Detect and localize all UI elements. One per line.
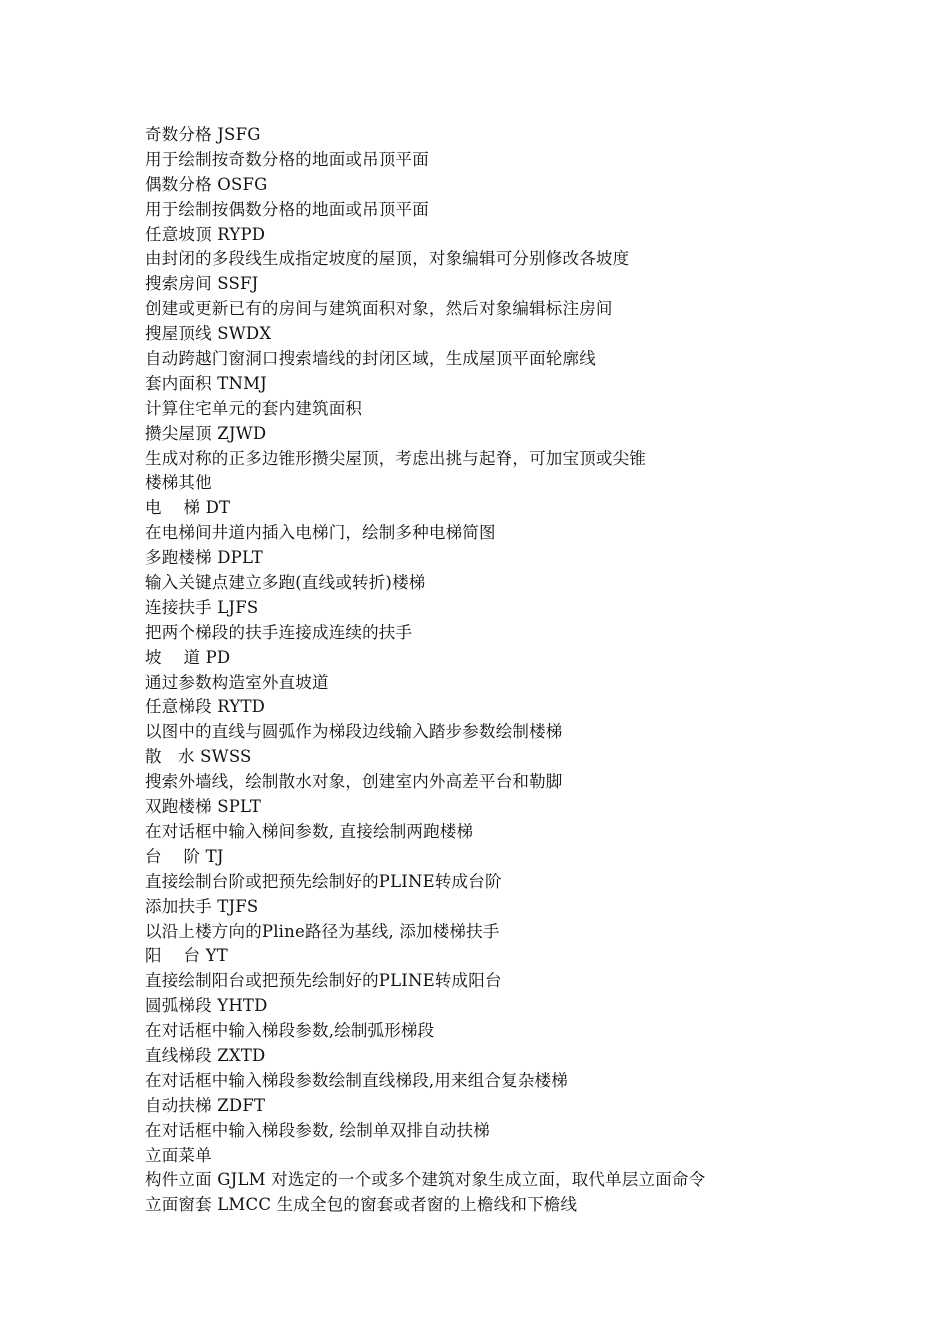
text-line: 把两个梯段的扶手连接成连续的扶手 [145,622,413,642]
text-line: 攒尖屋顶 ZJWD [145,423,267,443]
text-line: 直线梯段 ZXTD [145,1045,266,1065]
text-line: 以图中的直线与圆弧作为梯段边线输入踏步参数绘制楼梯 [145,722,563,742]
text-line: 双跑楼梯 SPLT [145,797,262,817]
text-line: 生成对称的正多边锥形攒尖屋顶，考虑出挑与起脊，可加宝顶或尖锥 [145,448,646,468]
section-heading: 楼梯其他 [145,473,212,493]
section-heading: 立面菜单 [145,1145,212,1165]
text-line: 电 梯 DT [145,498,231,518]
text-line: 连接扶手 LJFS [145,597,259,617]
text-line: 用于绘制按偶数分格的地面或吊顶平面 [145,199,429,219]
text-line: 计算住宅单元的套内建筑面积 [145,398,363,418]
text-line: 添加扶手 TJFS [145,896,259,916]
text-line: 在电梯间井道内插入电梯门，绘制多种电梯简图 [145,523,496,543]
text-line: 坡 道 PD [145,647,231,667]
text-line: 直接绘制台阶或把预先绘制好的PLINE转成台阶 [145,871,502,891]
text-line: 在对话框中输入梯段参数, 绘制单双排自动扶梯 [145,1120,490,1140]
text-line: 由封闭的多段线生成指定坡度的屋顶，对象编辑可分别修改各坡度 [145,249,630,269]
text-line: 自动跨越门窗洞口搜索墙线的封闭区域，生成屋顶平面轮廓线 [145,349,596,369]
text-line: 散 水 SWSS [145,747,252,767]
text-line: 在对话框中输入梯间参数, 直接绘制两跑楼梯 [145,821,474,841]
text-line: 在对话框中输入梯段参数,绘制弧形梯段 [145,1021,435,1041]
text-line: 搜索房间 SSFJ [145,274,259,294]
text-line: 台 阶 TJ [145,846,224,866]
text-line: 用于绘制按奇数分格的地面或吊顶平面 [145,149,429,169]
text-line: 在对话框中输入梯段参数绘制直线梯段,用来组合复杂楼梯 [145,1070,568,1090]
text-line: 自动扶梯 ZDFT [145,1095,266,1115]
text-line: 输入关键点建立多跑(直线或转折)楼梯 [145,573,426,593]
text-line: 搜索外墙线，绘制散水对象，创建室内外高差平台和勒脚 [145,772,563,792]
text-line: 套内面积 TNMJ [145,373,267,393]
text-line: 创建或更新已有的房间与建筑面积对象，然后对象编辑标注房间 [145,299,613,319]
text-line: 直接绘制阳台或把预先绘制好的PLINE转成阳台 [145,971,502,991]
text-line: 以沿上楼方向的Pline路径为基线, 添加楼梯扶手 [145,921,500,941]
text-line: 任意梯段 RYTD [145,697,266,717]
text-line: 偶数分格 OSFG [145,174,268,194]
text-line: 搜屋顶线 SWDX [145,324,272,344]
text-line: 多跑楼梯 DPLT [145,548,263,568]
text-line: 奇数分格 JSFG [145,125,261,144]
document-body [145,123,925,1218]
text-line: 阳 台 YT [145,946,228,966]
text-line: 任意坡顶 RYPD [145,224,266,244]
text-line: 圆弧梯段 YHTD [145,996,268,1016]
text-line: 通过参数构造室外直坡道 [145,672,329,692]
text-line: 构件立面 GJLM 对选定的一个或多个建筑对象生成立面，取代单层立面命令 [145,1170,706,1190]
text-line: 立面窗套 LMCC 生成全包的窗套或者窗的上檐线和下檐线 [145,1195,578,1215]
